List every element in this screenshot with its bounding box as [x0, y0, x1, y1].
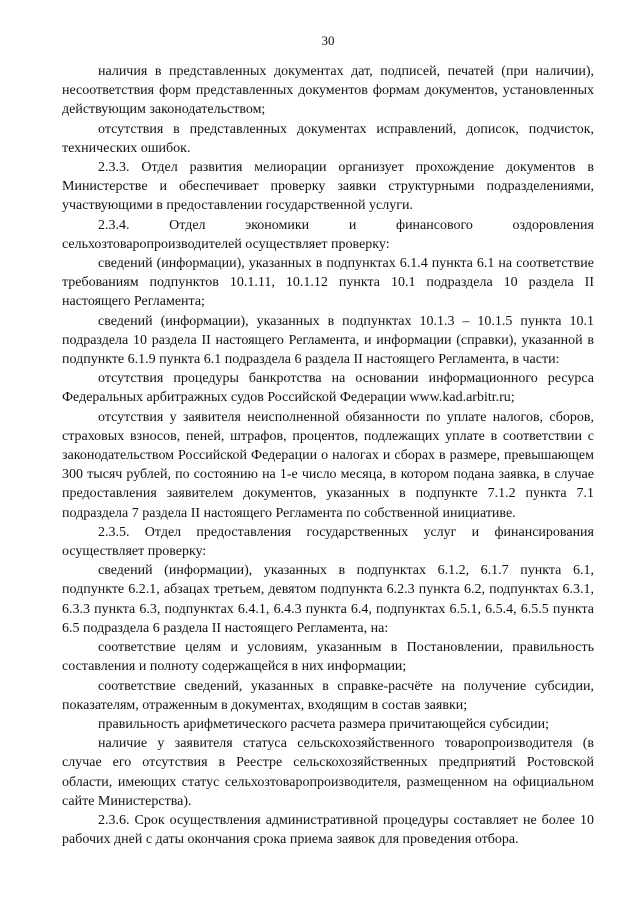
paragraph-presence-of-dates: наличия в представленных документах дат, подписей, печатей (при наличии), несоответствия форм представленных документов формам документов, установленных действующим законодательством; — [62, 64, 594, 118]
page-number: 30 — [321, 33, 335, 48]
paragraph-2-3-5: 2.3.5. Отдел предоставления государственных услуг и финансирования осуществляет проверку: — [62, 524, 594, 560]
paragraph-compliance-goals: соответствие целям и условиям, указанным в Постановлении, правильность составления и полноту содержащейся в них информации; — [62, 640, 594, 675]
paragraph-info-6-1-2: сведений (информации), указанных в подпунктах 6.1.2, 6.1.7 пункта 6.1, подпункте 6.2.1, абзацах третьем, девятом подпункта 6.2.3 пункта 6.2, подпунктах 6.3.1, 6.3.3 пункта 6.3, подпунктах 6.4.1, 6.4.3 пункта 6.4, подпунктах 6.5.1, 6.5.4, 6.5.5 пункта 6.5 подраздела 6 раздела II настоящего Регламента, на: — [62, 563, 594, 636]
paragraph-2-3-4: 2.3.4. Отдел экономики и финансового оздоровления сельхозтоваропроизводителей осуществляет проверку: — [62, 217, 594, 252]
paragraph-compliance-calculation: соответствие сведений, указанных в справке-расчёте на получение субсидии, показателям, отраженным в документах, входящим в состав заявки; — [62, 678, 594, 713]
paragraph-producer-status: наличие у заявителя статуса сельскохозяйственного товаропроизводителя (в случае его отсутствия в Реестре сельскохозяйственных предприятий Ростовской области, имеющих статус сельхозтоваропроизводителя, размещенном на официальном сайте Министерства). — [62, 736, 594, 809]
document-body — [62, 62, 594, 849]
paragraph-info-10-1-3: сведений (информации), указанных в подпунктах 10.1.3 – 10.1.5 пункта 10.1 подраздела 10 раздела II настоящего Регламента, и информации (справки), указанной в подпункте 6.1.9 пункта 6.1 подраздела 6 раздела II настоящего Регламента, в части: — [62, 313, 594, 368]
paragraph-info-6-1-4: сведений (информации), указанных в подпунктах 6.1.4 пункта 6.1 на соответствие требованиям подпунктов 10.1.11, 10.1.12 пункта 10.1 подраздела 10 раздела II настоящего Регламента; — [62, 256, 594, 310]
paragraph-2-3-3: 2.3.3. Отдел развития мелиорации организует прохождение документов в Министерстве и обеспечивает проверку заявки структурными подразделениями, участвующими в предоставлении государственной услуги. — [62, 160, 594, 214]
paragraph-no-tax-debt: отсутствия у заявителя неисполненной обязанности по уплате налогов, сборов, страховых взносов, пеней, штрафов, процентов, подлежащих уплате в соответствии с законодательством Российской Федерации о налогах и сборах в размере, превышающем 300 тысяч рублей, по состоянию на 1-е число месяца, в котором подана заявка, в случае предоставления заявителем документов, указанных в подпункте 7.1.2 пункта 7.1 подраздела 7 раздела II настоящего Регламента по собственной инициативе. — [62, 409, 594, 521]
paragraph-no-bankruptcy: отсутствия процедуры банкротства на основании информационного ресурса Федеральных арбитражных судов Российской Федерации www.kad.arbitr.ru; — [62, 371, 594, 406]
paragraph-2-3-6: 2.3.6. Срок осуществления административной процедуры составляет не более 10 рабочих дней с даты окончания срока приема заявок для проведения отбора. — [62, 812, 594, 848]
paragraph-arithmetic-correctness: правильность арифметического расчета размера причитающейся субсидии; — [98, 716, 550, 732]
paragraph-no-corrections: отсутствия в представленных документах исправлений, дописок, подчисток, технических ошибок. — [62, 121, 594, 156]
